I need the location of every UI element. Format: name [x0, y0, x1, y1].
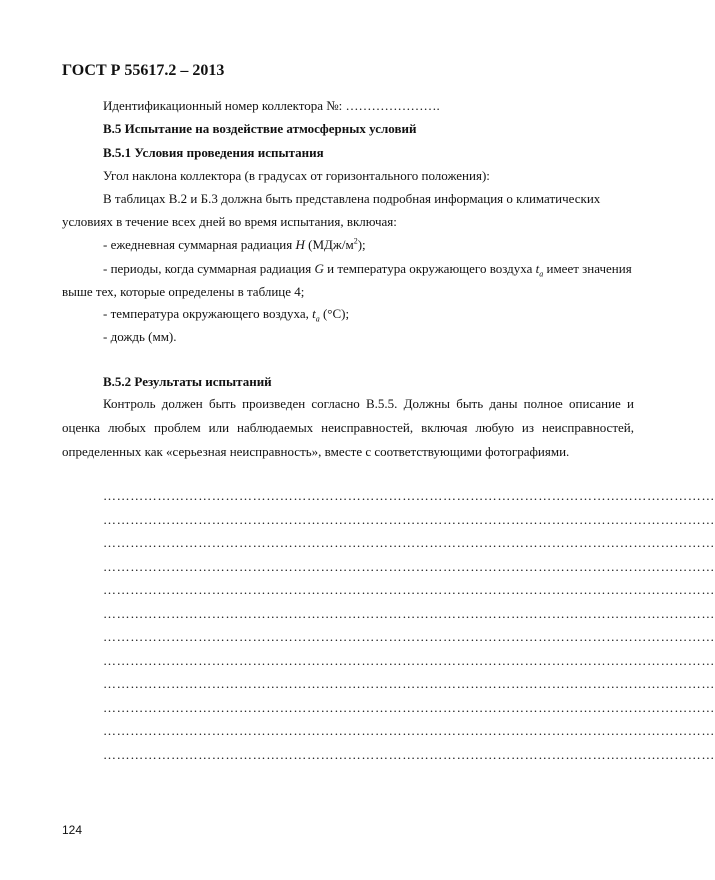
list-item-radiation: - ежедневная суммарная радиация H $(МДж/м^2)$; [103, 236, 366, 252]
blank-line: ……………………………………………………………………………………………………………………… [103, 699, 715, 715]
list-item-periods: - периоды, когда суммарная радиация G и температура окружающего воздуха $t_a$ имеет значения [103, 261, 632, 279]
tables-line-2: условиях в течение всех дней во время испытания, включая: [62, 214, 397, 229]
blank-line: ……………………………………………………………………………………………………………………… [103, 511, 715, 527]
blank-line: ……………………………………………………………………………………………………………………… [103, 746, 715, 762]
blank-line: ……………………………………………………………………………………………………………………… [103, 723, 715, 738]
blank-line: ……………………………………………………………………………………………………………………… [103, 652, 715, 668]
list-item-temperature: - температура окружающего воздуха, $t_a$ (°С); [103, 306, 350, 324]
section-heading: В.5 Испытание на воздействие атмосферных условий [103, 121, 417, 136]
blank-line: ……………………………………………………………………………………………………………………… [103, 582, 715, 597]
blank-line: ……………………………………………………………………………………………………………………… [103, 605, 715, 621]
results-paragraph: Контроль должен быть произведен согласно В.5.5. Должны быть даны полное описание и оценка любых проблем или наблюдаемых неисправностей, включая любую из неисправностей, определенных как «серьезная неисправность», вместе с соответствующими фотографиями. [62, 396, 634, 459]
blank-line: ……………………………………………………………………………………………………………………… [103, 488, 715, 503]
page-number: 124 [62, 823, 83, 837]
blank-line: ……………………………………………………………………………………………………………………… [103, 629, 715, 644]
collector-id-line [103, 98, 440, 114]
tables-line-1: В таблицах В.2 и Б.3 должна быть представлена подробная информация о климатических [103, 191, 601, 206]
document-header: ГОСТ Р 55617.2 – 2013 [62, 62, 225, 79]
collector-id-value: …………………. [345, 98, 440, 113]
subsection-heading-results: В.5.2 Результаты испытаний [103, 374, 272, 389]
angle-line: Угол наклона коллектора (в градусах от горизонтального положения): [103, 168, 490, 183]
list-item-rain: - дождь (мм). [103, 329, 177, 344]
subsection-heading-conditions: В.5.1 Условия проведения испытания [103, 145, 324, 160]
blank-line: ……………………………………………………………………………………………………………………… [103, 558, 715, 574]
list-item-periods-cont: выше тех, которые определены в таблице 4; [62, 284, 305, 299]
blank-line: ……………………………………………………………………………………………………………………… [103, 676, 715, 691]
blank-line: ……………………………………………………………………………………………………………………… [103, 535, 715, 550]
collector-id-label: Идентификационный номер коллектора №: [103, 98, 343, 113]
